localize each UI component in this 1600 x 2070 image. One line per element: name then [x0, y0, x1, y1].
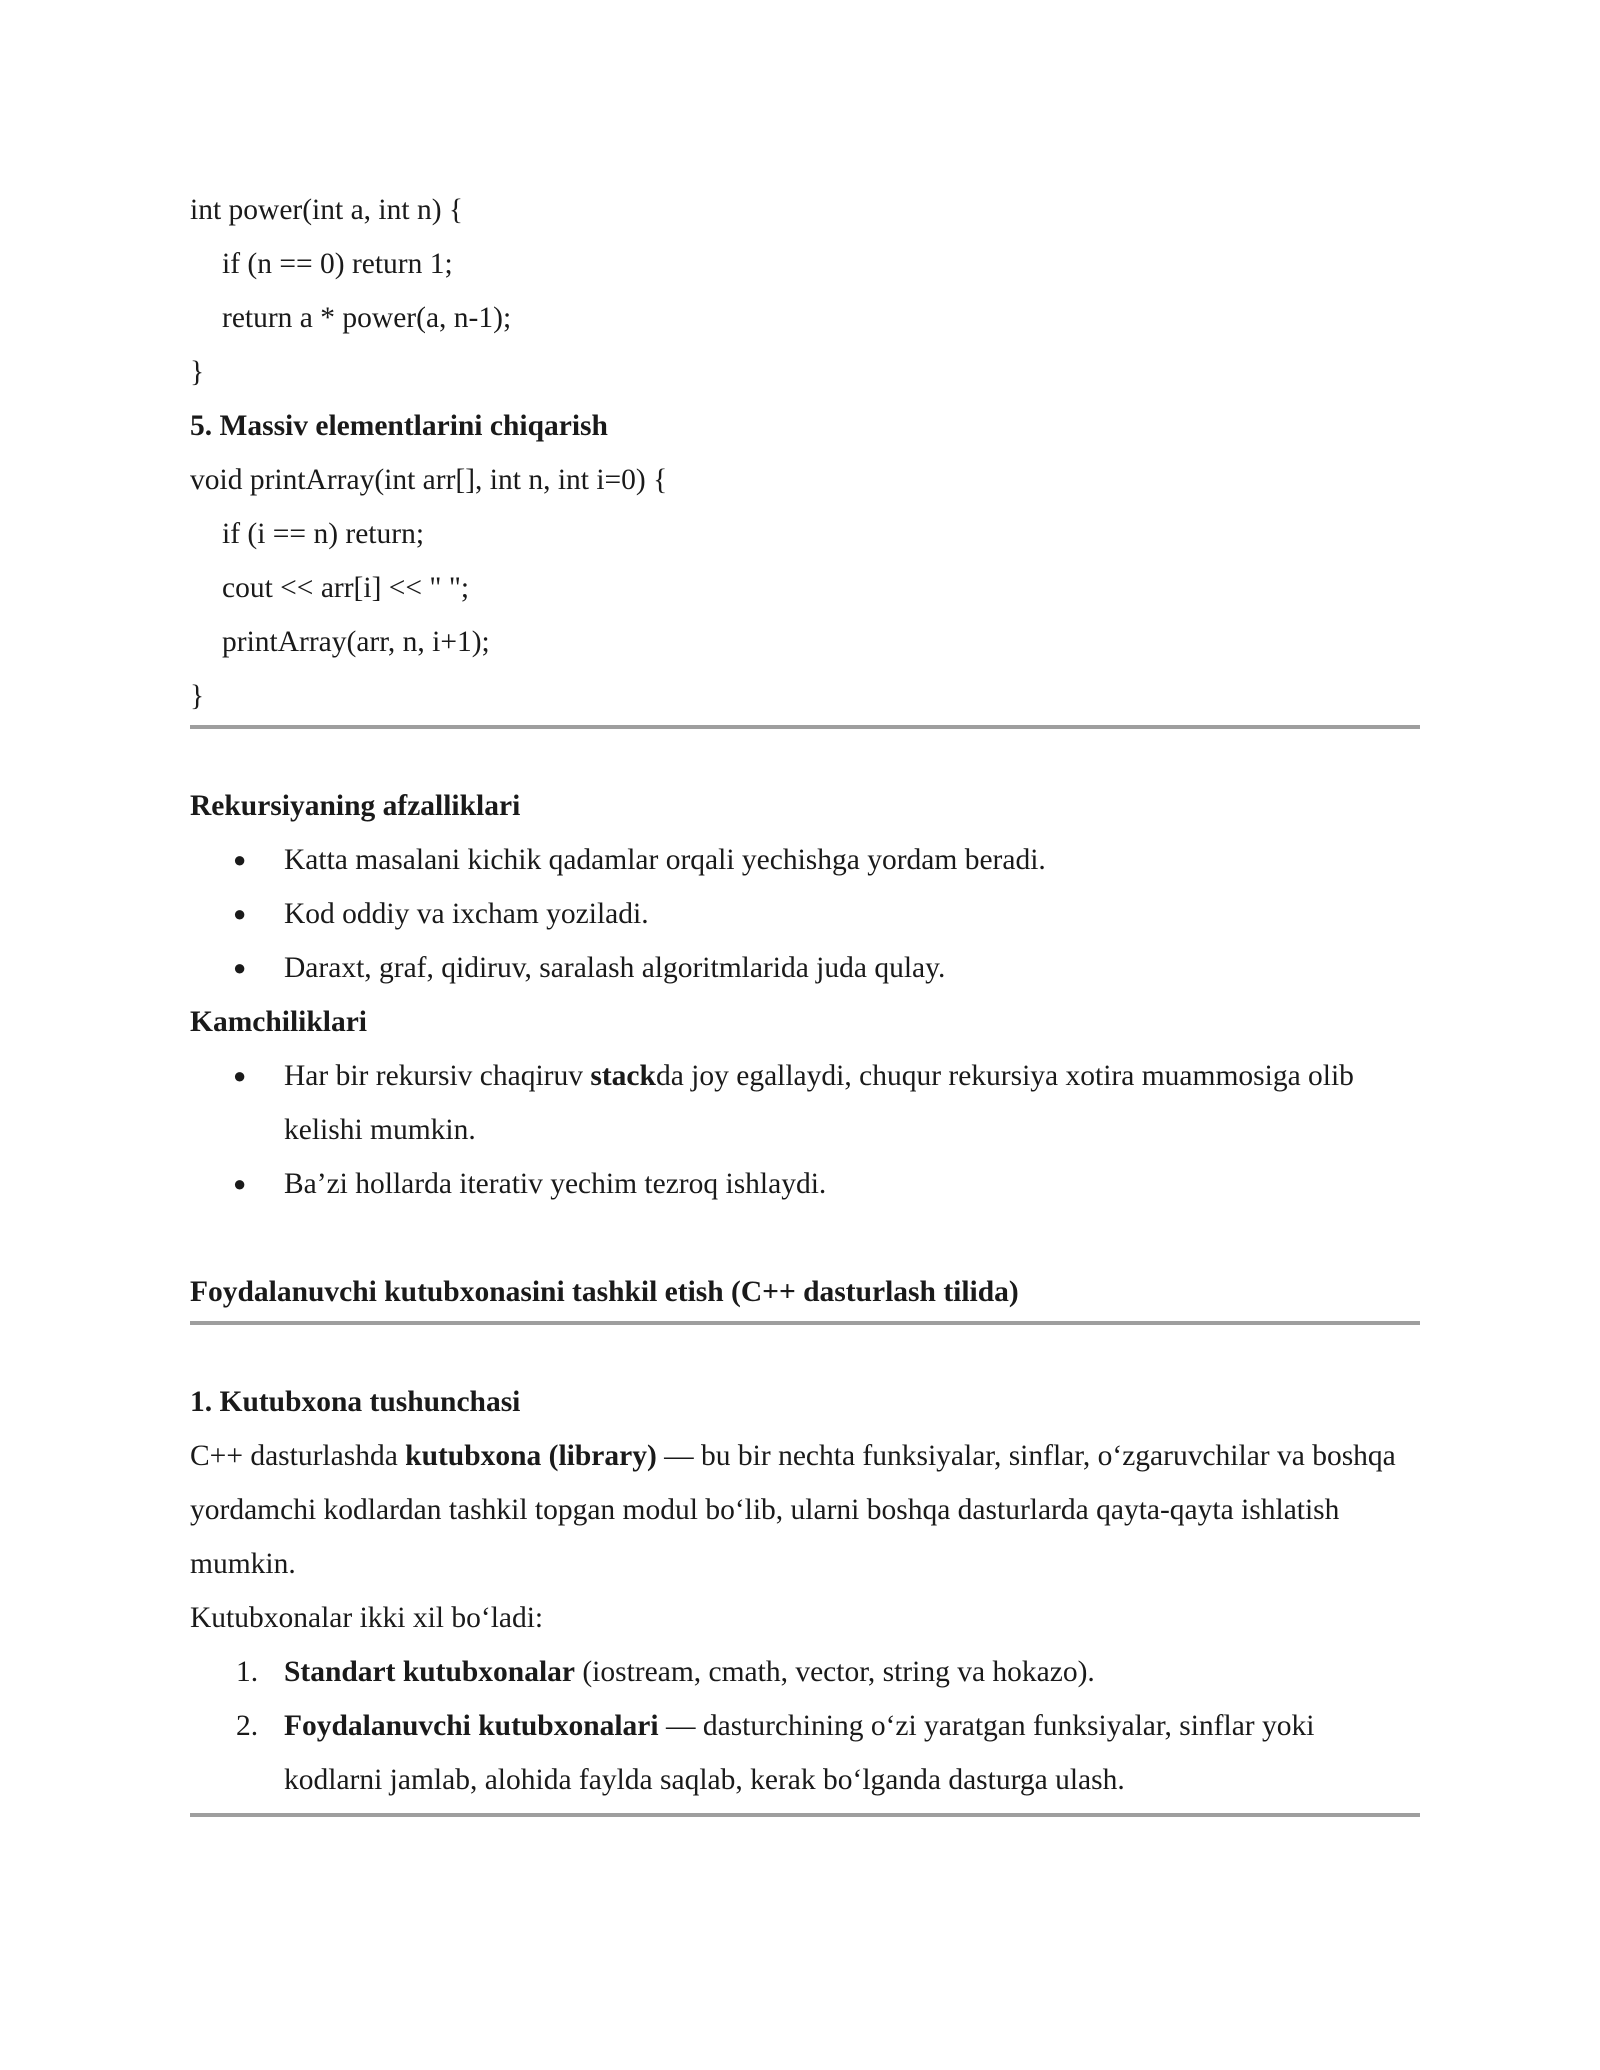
list-item: ● Ba’zi hollarda iterativ yechim tezroq ishlaydi. [190, 1157, 1420, 1211]
list-item: ● Kod oddiy va ixcham yoziladi. [190, 887, 1420, 941]
code-line: cout << arr[i] << " "; [222, 572, 470, 604]
list-item: ● Har bir rekursiv chaqiruv stackda joy egallaydi, chuqur rekursiya xotira muammosiga olib kelishi mumkin. [190, 1049, 1420, 1157]
bullet-icon: ● [233, 847, 247, 872]
list-item: ● Katta masalani kichik qadamlar orqali yechishga yordam beradi. [190, 833, 1420, 887]
list-number: 1. [236, 1656, 259, 1688]
section-heading-5: 5. Massiv elementlarini chiqarish [190, 410, 608, 442]
bullet-icon: ● [233, 1171, 247, 1196]
code-line: } [190, 680, 205, 712]
code-line: printArray(arr, n, i+1); [222, 626, 490, 658]
section-heading-1: 1. Kutubxona tushunchasi [190, 1386, 521, 1418]
list-item: 2. Foydalanuvchi kutubxonalari — dasturchining o‘zi yaratgan funksiyalar, sinflar yoki kodlarni jamlab, alohida faylda saqlab, kerak bo‘lganda dasturga ulash. [190, 1699, 1420, 1807]
library-types-list [190, 1645, 1420, 1807]
code-line: if (n == 0) return 1; [222, 248, 453, 280]
bullet-icon: ● [233, 955, 247, 980]
list-item: 1. Standart kutubxonalar (iostream, cmath, vector, string va hokazo). [190, 1645, 1420, 1699]
code-line: void printArray(int arr[], int n, int i=0) { [190, 464, 668, 496]
drawbacks-heading: Kamchiliklari [190, 1006, 367, 1038]
library-definition: C++ dasturlashda kutubxona (library) — bu bir nechta funksiyalar, sinflar, o‘zgaruvchilar va boshqa yordamchi kodlardan tashkil topgan modul bo‘lib, ularni boshqa dasturlarda qayta-qayta ishlatish mumkin. [190, 1440, 1396, 1580]
document-content [190, 183, 1420, 1817]
code-line: return a * power(a, n-1); [222, 302, 512, 334]
library-title: Foydalanuvchi kutubxonasini tashkil etish (C++ dasturlash tilida) [190, 1276, 1019, 1308]
bullet-icon: ● [233, 901, 247, 926]
code-block-print-array [190, 453, 1420, 723]
code-line: } [190, 356, 205, 388]
library-term: kutubxona (library) [405, 1440, 657, 1472]
bullet-icon: ● [233, 1063, 247, 1088]
code-line: if (i == n) return; [222, 518, 425, 550]
horizontal-rule [190, 1813, 1420, 1817]
stack-term: stack [590, 1060, 656, 1092]
advantages-heading: Rekursiyaning afzalliklari [190, 790, 521, 822]
code-block-power [190, 183, 1420, 399]
list-item: ● Daraxt, graf, qidiruv, saralash algoritmlarida juda qulay. [190, 941, 1420, 995]
advantages-list [190, 833, 1420, 995]
code-line: int power(int a, int n) { [190, 194, 464, 226]
types-intro: Kutubxonalar ikki xil bo‘ladi: [190, 1602, 544, 1634]
list-number: 2. [236, 1710, 259, 1742]
drawbacks-list [190, 1049, 1420, 1211]
